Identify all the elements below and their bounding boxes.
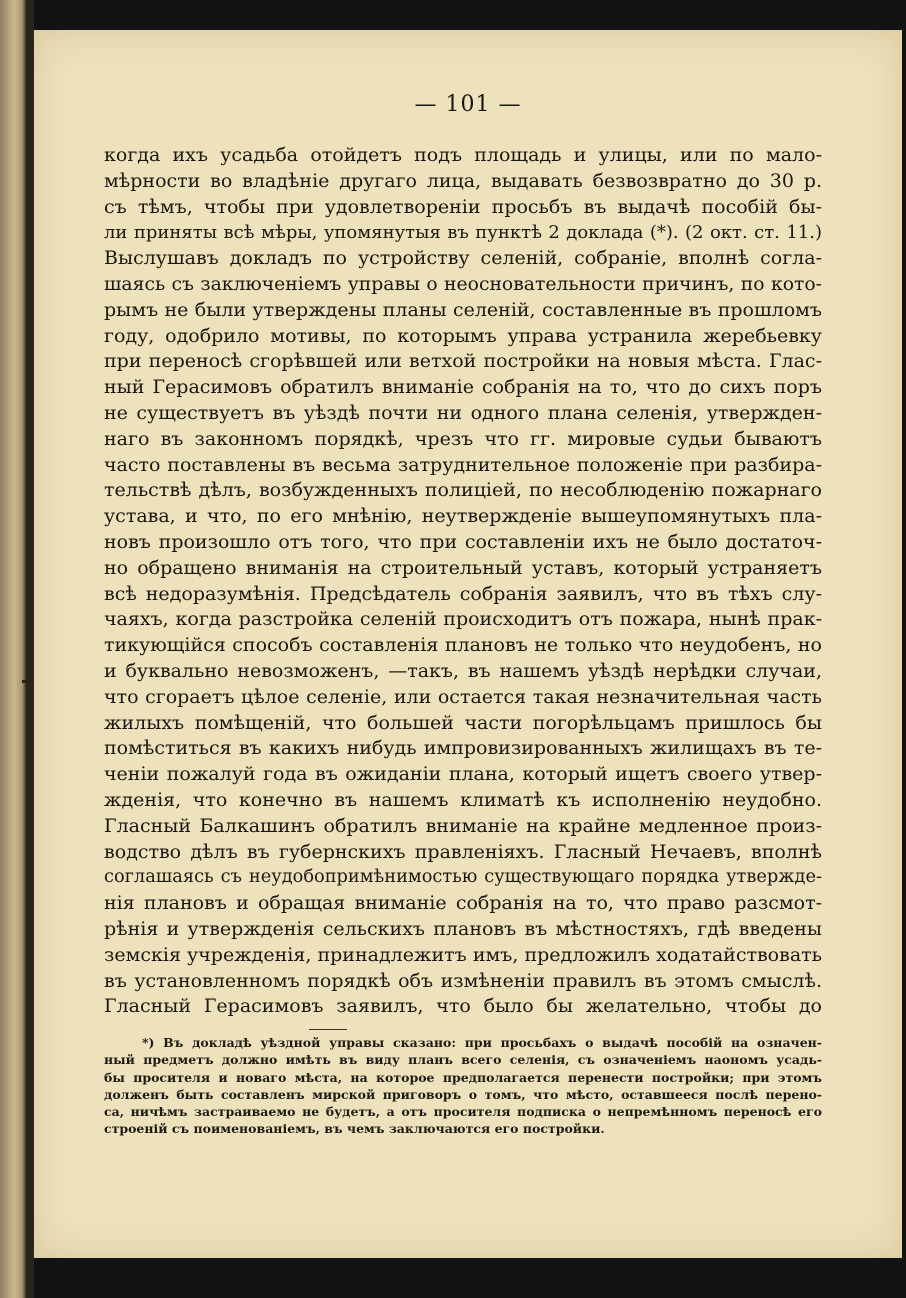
text-line: наго въ законномъ порядкѣ, чрезъ что гг. мировые судьи бываютъ [104,427,822,450]
text-line: жилыхъ помѣщеній, что большей части погорѣльцамъ пришлось бы [104,711,822,734]
footnote-line: долженъ быть составленъ мирской приговоръ о томъ, что мѣсто, оставшееся послѣ перено- [104,1086,822,1102]
footnote-line: ный предметъ должно имѣть въ виду планъ всего селенія, съ означеніемъ наономъ усадь- [104,1052,822,1068]
text-line: помѣститься въ какихъ нибудь импровизированныхъ жилищахъ въ те- [104,737,822,760]
text-line: рымъ не были утверждены планы селеній, составленные въ прошломъ [104,298,822,321]
text-line: ли приняты всѣ мѣры, упомянутыя въ пунктѣ 2 доклада (*). (2 окт. ст. 11.) [104,222,822,244]
text-line: ный Герасимовъ обратилъ вниманіе собранія на то, что до сихъ поръ [104,376,822,399]
text-line: что сгораетъ цѣлое селеніе, или остается такая незначительная часть [104,685,822,708]
footnote-line: строеній съ поименованіемъ, въ чемъ заключаются его постройки. [104,1121,605,1137]
text-line: новъ произошло отъ того, что при составленіи ихъ не было достаточ- [104,530,822,553]
text-line: соглашаясь съ неудобопримѣнимостью существующаго порядка утвержде- [104,867,822,888]
text-line: въ установленномъ порядкѣ объ измѣненіи правилъ въ этомъ смыслѣ. [104,969,822,992]
text-line: Выслушавъ докладъ по устройству селеній, собраніе, вполнѣ согла- [104,247,822,270]
footnote-separator [309,1029,347,1030]
text-line: тельствѣ дѣлъ, возбужденныхъ полиціей, по несоблюденію пожарнаго [104,479,822,502]
text-line: часто поставлены въ весьма затруднительное положеніе при разбира- [104,453,822,476]
text-line: мѣрности во владѣніе другаго лица, выдавать безвозвратно до 30 р. [104,169,822,192]
binding-mark [22,680,32,683]
text-line: тикующійся способъ составленія плановъ не только что неудобенъ, но [104,634,822,657]
text-line: при переносѣ сгорѣвшей или ветхой постройки на новыя мѣста. Глас- [104,350,822,373]
footnote-line: *) Въ докладѣ уѣздной управы сказано: при просьбахъ о выдачѣ пособій на означен- [142,1035,822,1050]
text-line: не существуетъ въ уѣздѣ почти ни одного плана селенія, утвержден- [104,401,822,424]
footnote [104,1034,822,1138]
text-line: жденія, что конечно въ нашемъ климатѣ къ исполненію неудобно. [104,788,822,811]
text-line: ченіи пожалуй года въ ожиданіи плана, который ищетъ своего утвер- [104,763,822,786]
text-line: когда ихъ усадьба отойдетъ подъ площадь и улицы, или по мало- [104,144,822,166]
body-text [104,143,822,1020]
text-line: Гласный Герасимовъ заявилъ, что было бы желательно, чтобы до [104,995,822,1018]
text-line: Гласный Балкашинъ обратилъ вниманіе на крайне медленное произ- [104,814,822,837]
text-line: всѣ недоразумѣнія. Предсѣдатель собранія заявилъ, что въ тѣхъ слу- [104,582,822,605]
text-line: земскія учрежденія, принадлежитъ имъ, предложилъ ходатайствовать [104,943,822,966]
page-number: — 101 — [414,92,522,117]
book-gutter [26,0,34,1298]
text-line: но обращено вниманія на строительный уставъ, который устраняетъ [104,556,822,579]
previous-page-edge [0,0,26,1298]
page-sheet [34,30,902,1258]
text-line: чаяхъ, когда разстройка селеній происходитъ отъ пожара, нынѣ прак- [104,608,822,631]
text-line: нія плановъ и обращая вниманіе собранія на то, что право разсмот- [104,892,822,915]
text-line: году, одобрило мотивы, по которымъ управа устранила жеребьевку [104,324,822,347]
footnote-line: са, ничѣмъ застраиваемо не будетъ, а отъ просителя подписка о непремѣнномъ переносѣ его [104,1104,822,1120]
text-line: водство дѣлъ въ губернскихъ правленіяхъ. Гласный Нечаевъ, вполнѣ [104,840,822,863]
text-line: и буквально невозможенъ, —такъ, въ нашемъ уѣздѣ нерѣдки случаи, [104,659,822,682]
text-line: шаясь съ заключеніемъ управы о неосновательности причинъ, по кото- [104,273,822,295]
footnote-line: бы просителя и новаго мѣста, на которое предполагается перенести постройки; при этомъ [104,1069,822,1085]
text-line: съ тѣмъ, чтобы при удовлетвореніи просьбъ въ выдачѣ пособій бы- [104,195,822,218]
text-line: устава, и что, по его мнѣнію, неутвержденіе вышеупомянутыхъ пла- [104,505,822,528]
text-line: рѣнія и утвержденія сельскихъ плановъ въ мѣстностяхъ, гдѣ введены [104,917,822,940]
